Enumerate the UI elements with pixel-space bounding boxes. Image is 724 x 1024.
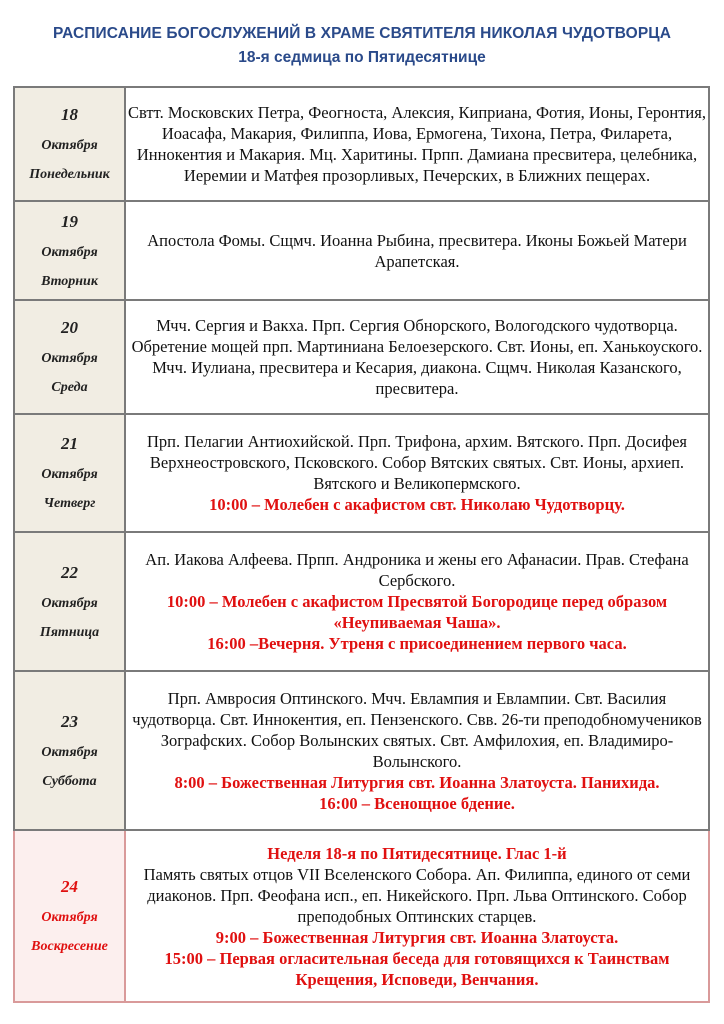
month-name: Октября: [41, 138, 98, 153]
service-line: Апостола Фомы. Сщмч. Иоанна Рыбина, пресвитера. Иконы Божьей Матери Арапетская.: [147, 230, 687, 271]
service-time-line: 10:00 – Молебен с акафистом Пресвятой Богородице перед образом «Неупиваемая Чаша».: [166, 592, 668, 632]
date-cell: [14, 414, 125, 532]
day-number: 19: [61, 211, 78, 231]
date-cell: [14, 300, 125, 414]
service-line: Ап. Иакова Алфеева. Прпп. Андроника и жены его Афанасии. Прав. Стефана Сербского.: [145, 550, 689, 590]
services-cell: [125, 300, 709, 414]
page-subtitle: 18-я седмица по Пятидесятнице: [238, 49, 486, 66]
services-cell: [125, 414, 709, 532]
service-line: Прп. Пелагии Антиохийской. Прп. Трифона, архим. Вятского. Прп. Досифея Верхнеостровского, Псковского. Собор Вятских святых. Свт. Ионы, архиеп. Вятского и Великопермского.: [147, 432, 687, 493]
weekday-name: Суббота: [42, 773, 97, 789]
weekday-name: Среда: [51, 380, 88, 395]
date-cell: [14, 671, 125, 830]
month-name: Октября: [41, 595, 98, 611]
day-number: 24: [61, 877, 78, 896]
day-row: [14, 671, 709, 830]
service-line: Мчч. Сергия и Вакха. Прп. Сергия Обнорского, Вологодского чудотворца. Обретение мощей прп. Мартиниана Белоезерского. Свт. Ионы, еп. Ханькоуского. Мчч. Иулиана, пресвитера и Кесария, диакона. Сщмч. Николая Казанского, пресвитера.: [131, 316, 703, 398]
page-title: РАСПИСАНИЕ БОГОСЛУЖЕНИЙ В ХРАМЕ СВЯТИТЕЛЯ НИКОЛАЯ ЧУДОТВОРЦА: [53, 25, 671, 42]
date-cell: [14, 532, 125, 671]
services-cell: [125, 201, 709, 300]
day-row: [14, 87, 709, 201]
weekday-name: Понедельник: [29, 167, 110, 182]
date-cell: [14, 201, 125, 300]
date-cell: [14, 830, 125, 1002]
day-row: [14, 201, 709, 300]
day-number: 21: [61, 434, 78, 453]
day-number: 23: [61, 711, 78, 731]
services-cell: [125, 87, 709, 201]
day-row: [14, 414, 709, 532]
month-name: Октября: [41, 351, 98, 366]
day-row: [14, 532, 709, 671]
schedule-table: [13, 86, 710, 1003]
day-number: 20: [61, 318, 78, 337]
service-time-line: 9:00 – Божественная Литургия свт. Иоанна Златоуста.: [215, 927, 619, 947]
service-time-line: 10:00 – Молебен с акафистом свт. Николаю Чудотворцу.: [209, 495, 625, 514]
service-time-line: Неделя 18-я по Пятидесятнице. Глас 1-й: [267, 843, 567, 863]
services-cell: [125, 830, 709, 1002]
service-time-line: 16:00 –Вечерня. Утреня с присоединением первого часа.: [207, 634, 627, 653]
month-name: Октября: [41, 244, 98, 260]
month-name: Октября: [41, 910, 98, 925]
day-number: 18: [61, 105, 78, 124]
service-time-line: 16:00 – Всенощное бдение.: [319, 793, 515, 813]
weekday-name: Воскресение: [31, 939, 108, 954]
page-header: [0, 24, 724, 69]
service-line: Прп. Амвросия Оптинского. Мчч. Евлампия и Евлампии. Свт. Василия чудотворца. Свт. Иннокентия, еп. Пензенского. Свв. 26-ти преподобномучеников Зографских. Собор Волынских святых. Свт. Амфилохия, еп. Владимиро-Волынского.: [132, 688, 702, 771]
weekday-name: Вторник: [41, 273, 98, 289]
service-time-line: 15:00 – Первая огласительная беседа для готовящихся к Таинствам Крещения, Исповеди, Венчания.: [164, 948, 670, 989]
month-name: Октября: [41, 744, 98, 760]
day-row: [14, 830, 709, 1002]
services-cell: [125, 532, 709, 671]
service-time-line: 8:00 – Божественная Литургия свт. Иоанна Златоуста. Панихида.: [174, 772, 660, 792]
date-cell: [14, 87, 125, 201]
day-row: [14, 300, 709, 414]
weekday-name: Пятница: [39, 624, 100, 640]
service-line: Память святых отцов VII Вселенского Собора. Ап. Филиппа, единого от семи диаконов. Прп. Феофана исп., еп. Никейского. Прп. Льва Оптинского. Собор преподобных Оптинских старцев.: [143, 864, 691, 926]
services-cell: [125, 671, 709, 830]
month-name: Октября: [41, 467, 98, 482]
weekday-name: Четверг: [43, 496, 96, 511]
day-number: 22: [61, 562, 78, 582]
service-line: Свтт. Московских Петра, Феогноста, Алексия, Киприана, Фотия, Ионы, Геронтия, Иоасафа, Макария, Филиппа, Иова, Ермогена, Тихона, Петра, Филарета, Иннокентия и Макария. Мц. Харитины. Прпп. Дамиана пресвитера, целебника, Иеремии и Матфея прозорливых, Печерских, в Ближних пещерах.: [128, 103, 706, 185]
